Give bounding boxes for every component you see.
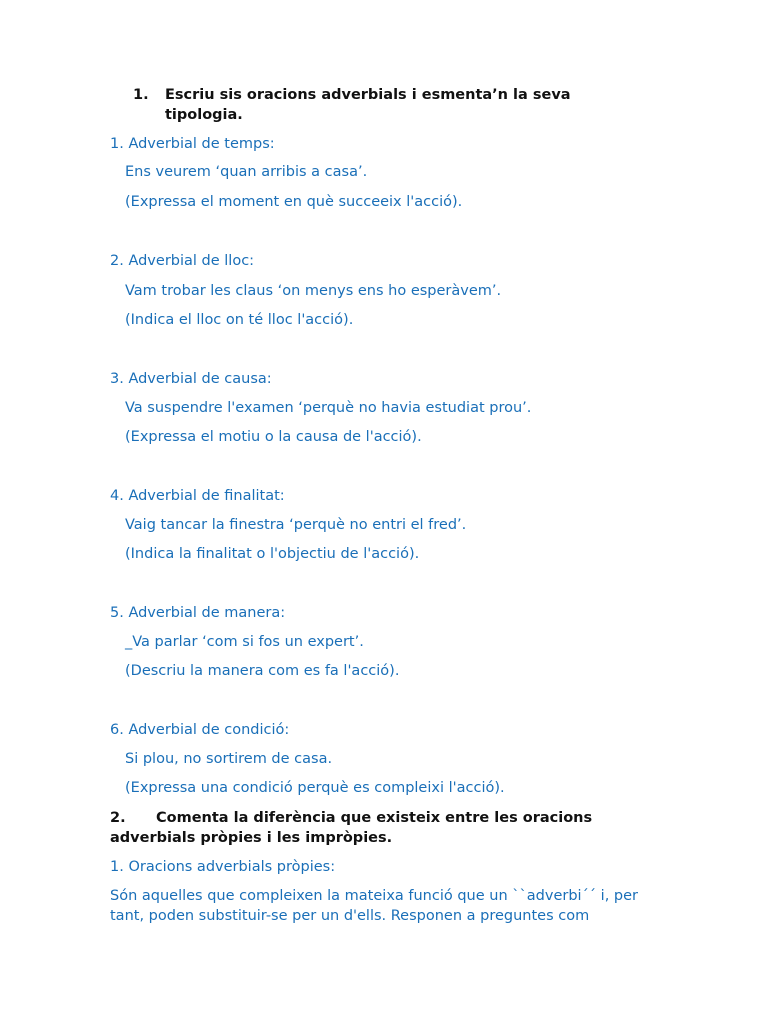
item-1-label: 1. Adverbial de temps: bbox=[110, 136, 275, 152]
question-1-number: 1. bbox=[133, 87, 149, 103]
item-5-note: (Descriu la manera com es fa l'acció). bbox=[125, 663, 400, 679]
item-1-example: Ens veurem ‘quan arribis a casa’. bbox=[125, 164, 368, 180]
item-2-note: (Indica el lloc on té lloc l'acció). bbox=[125, 312, 354, 328]
item-5-example: _Va parlar ‘com si fos un expert’. bbox=[125, 634, 364, 650]
question-1-heading bbox=[133, 85, 613, 125]
item-3-example: Va suspendre l'examen ‘perquè no havia estudiat prou’. bbox=[125, 400, 532, 416]
question-2-number: 2. bbox=[110, 810, 126, 826]
question-1-text: Escriu sis oracions adverbials i esmenta’n la seva tipologia. bbox=[165, 87, 571, 123]
item-6-note: (Expressa una condició perquè es compleixi l'acció). bbox=[125, 780, 505, 796]
item-2-example: Vam trobar les claus ‘on menys ens ho esperàvem’. bbox=[125, 283, 502, 299]
section-1-paragraph: Són aquelles que compleixen la mateixa funció que un ``adverbi´´ i, per tant, poden substituir-se per un d'ells. Responen a preguntes com bbox=[110, 888, 638, 924]
item-4-label: 4. Adverbial de finalitat: bbox=[110, 488, 285, 504]
item-4-note: (Indica la finalitat o l'objectiu de l'acció). bbox=[125, 546, 420, 562]
item-6-label: 6. Adverbial de condició: bbox=[110, 722, 290, 738]
item-3-label: 3. Adverbial de causa: bbox=[110, 371, 272, 387]
item-1-note: (Expressa el moment en què succeeix l'acció). bbox=[125, 194, 463, 210]
item-2-label: 2. Adverbial de lloc: bbox=[110, 253, 255, 269]
question-2-heading bbox=[110, 808, 650, 848]
item-3-note: (Expressa el motiu o la causa de l'acció). bbox=[125, 429, 422, 445]
item-4-example: Vaig tancar la finestra ‘perquè no entri el fred’. bbox=[125, 517, 467, 533]
item-6-example: Si plou, no sortirem de casa. bbox=[125, 751, 333, 767]
item-5-label: 5. Adverbial de manera: bbox=[110, 605, 286, 621]
section-1-label: 1. Oracions adverbials pròpies: bbox=[110, 859, 336, 875]
question-2-text: Comenta la diferència que existeix entre les oracions adverbials pròpies i les impròpies. bbox=[110, 810, 593, 846]
